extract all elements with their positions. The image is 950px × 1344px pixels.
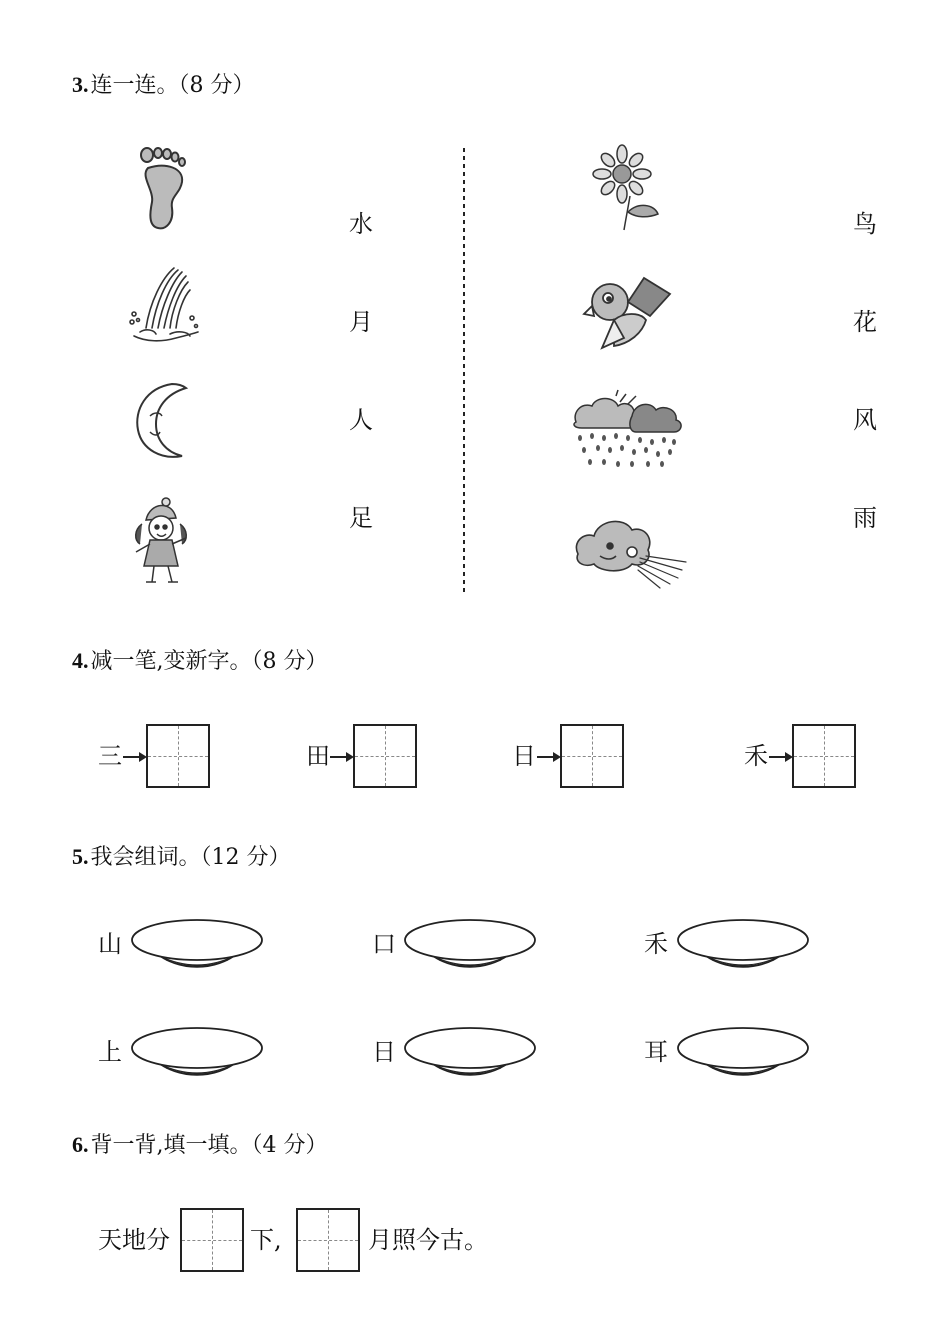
q5-plate-1[interactable]	[130, 916, 264, 972]
q5-title: 5.我会组词。（12 分）	[72, 844, 291, 870]
word-yu[interactable]: 雨	[853, 504, 877, 532]
q6-text-part1: 天地分	[98, 1226, 170, 1254]
flower-icon[interactable]	[592, 146, 664, 232]
q4-title: 4.减一笔,变新字。（8 分）	[72, 648, 328, 674]
q5-plate-2[interactable]	[403, 916, 537, 972]
word-feng[interactable]: 风	[853, 406, 877, 434]
q4-answer-box-2[interactable]	[353, 724, 417, 788]
arrow-icon	[330, 751, 354, 763]
bird-icon[interactable]	[584, 272, 674, 352]
word-hua[interactable]: 花	[853, 308, 877, 336]
rain-cloud-icon[interactable]	[570, 392, 686, 472]
footprint-icon[interactable]	[136, 146, 196, 232]
q5-char-shan: 山	[98, 930, 122, 958]
moon-icon[interactable]	[132, 380, 192, 462]
q6-text-part3: 月照今古。	[368, 1226, 488, 1254]
q5-plate-3[interactable]	[676, 916, 810, 972]
q4-char-san: 三	[98, 742, 122, 770]
q4-answer-box-3[interactable]	[560, 724, 624, 788]
q3-title: 3.连一连。（8 分）	[72, 72, 255, 98]
word-zu[interactable]: 足	[349, 504, 373, 532]
word-niao[interactable]: 鸟	[853, 210, 877, 238]
q4-char-tian: 田	[306, 742, 330, 770]
q4-char-he: 禾	[744, 742, 768, 770]
q5-plate-6[interactable]	[676, 1024, 810, 1080]
q5-plate-5[interactable]	[403, 1024, 537, 1080]
q4-answer-box-1[interactable]	[146, 724, 210, 788]
q6-text-part2: 下,	[250, 1226, 282, 1254]
waterfall-icon[interactable]	[126, 262, 202, 348]
q6-title: 6.背一背,填一填。（4 分）	[72, 1132, 328, 1158]
arrow-icon	[123, 751, 147, 763]
q5-char-kou: 口	[372, 930, 396, 958]
q6-answer-box-1[interactable]	[180, 1208, 244, 1272]
q5-char-ri: 日	[372, 1038, 396, 1066]
q5-plate-4[interactable]	[130, 1024, 264, 1080]
girl-icon[interactable]	[126, 494, 196, 590]
arrow-icon	[537, 751, 561, 763]
q4-answer-box-4[interactable]	[792, 724, 856, 788]
q5-char-he: 禾	[644, 930, 668, 958]
word-yue[interactable]: 月	[349, 308, 373, 336]
wind-cloud-icon[interactable]	[570, 512, 690, 592]
arrow-icon	[769, 751, 793, 763]
q3-divider	[462, 148, 466, 592]
q4-char-ri: 日	[512, 742, 536, 770]
q5-char-er: 耳	[644, 1038, 668, 1066]
word-ren[interactable]: 人	[349, 406, 373, 434]
q6-answer-box-2[interactable]	[296, 1208, 360, 1272]
q5-char-shang: 上	[98, 1038, 122, 1066]
word-shui[interactable]: 水	[349, 210, 373, 238]
